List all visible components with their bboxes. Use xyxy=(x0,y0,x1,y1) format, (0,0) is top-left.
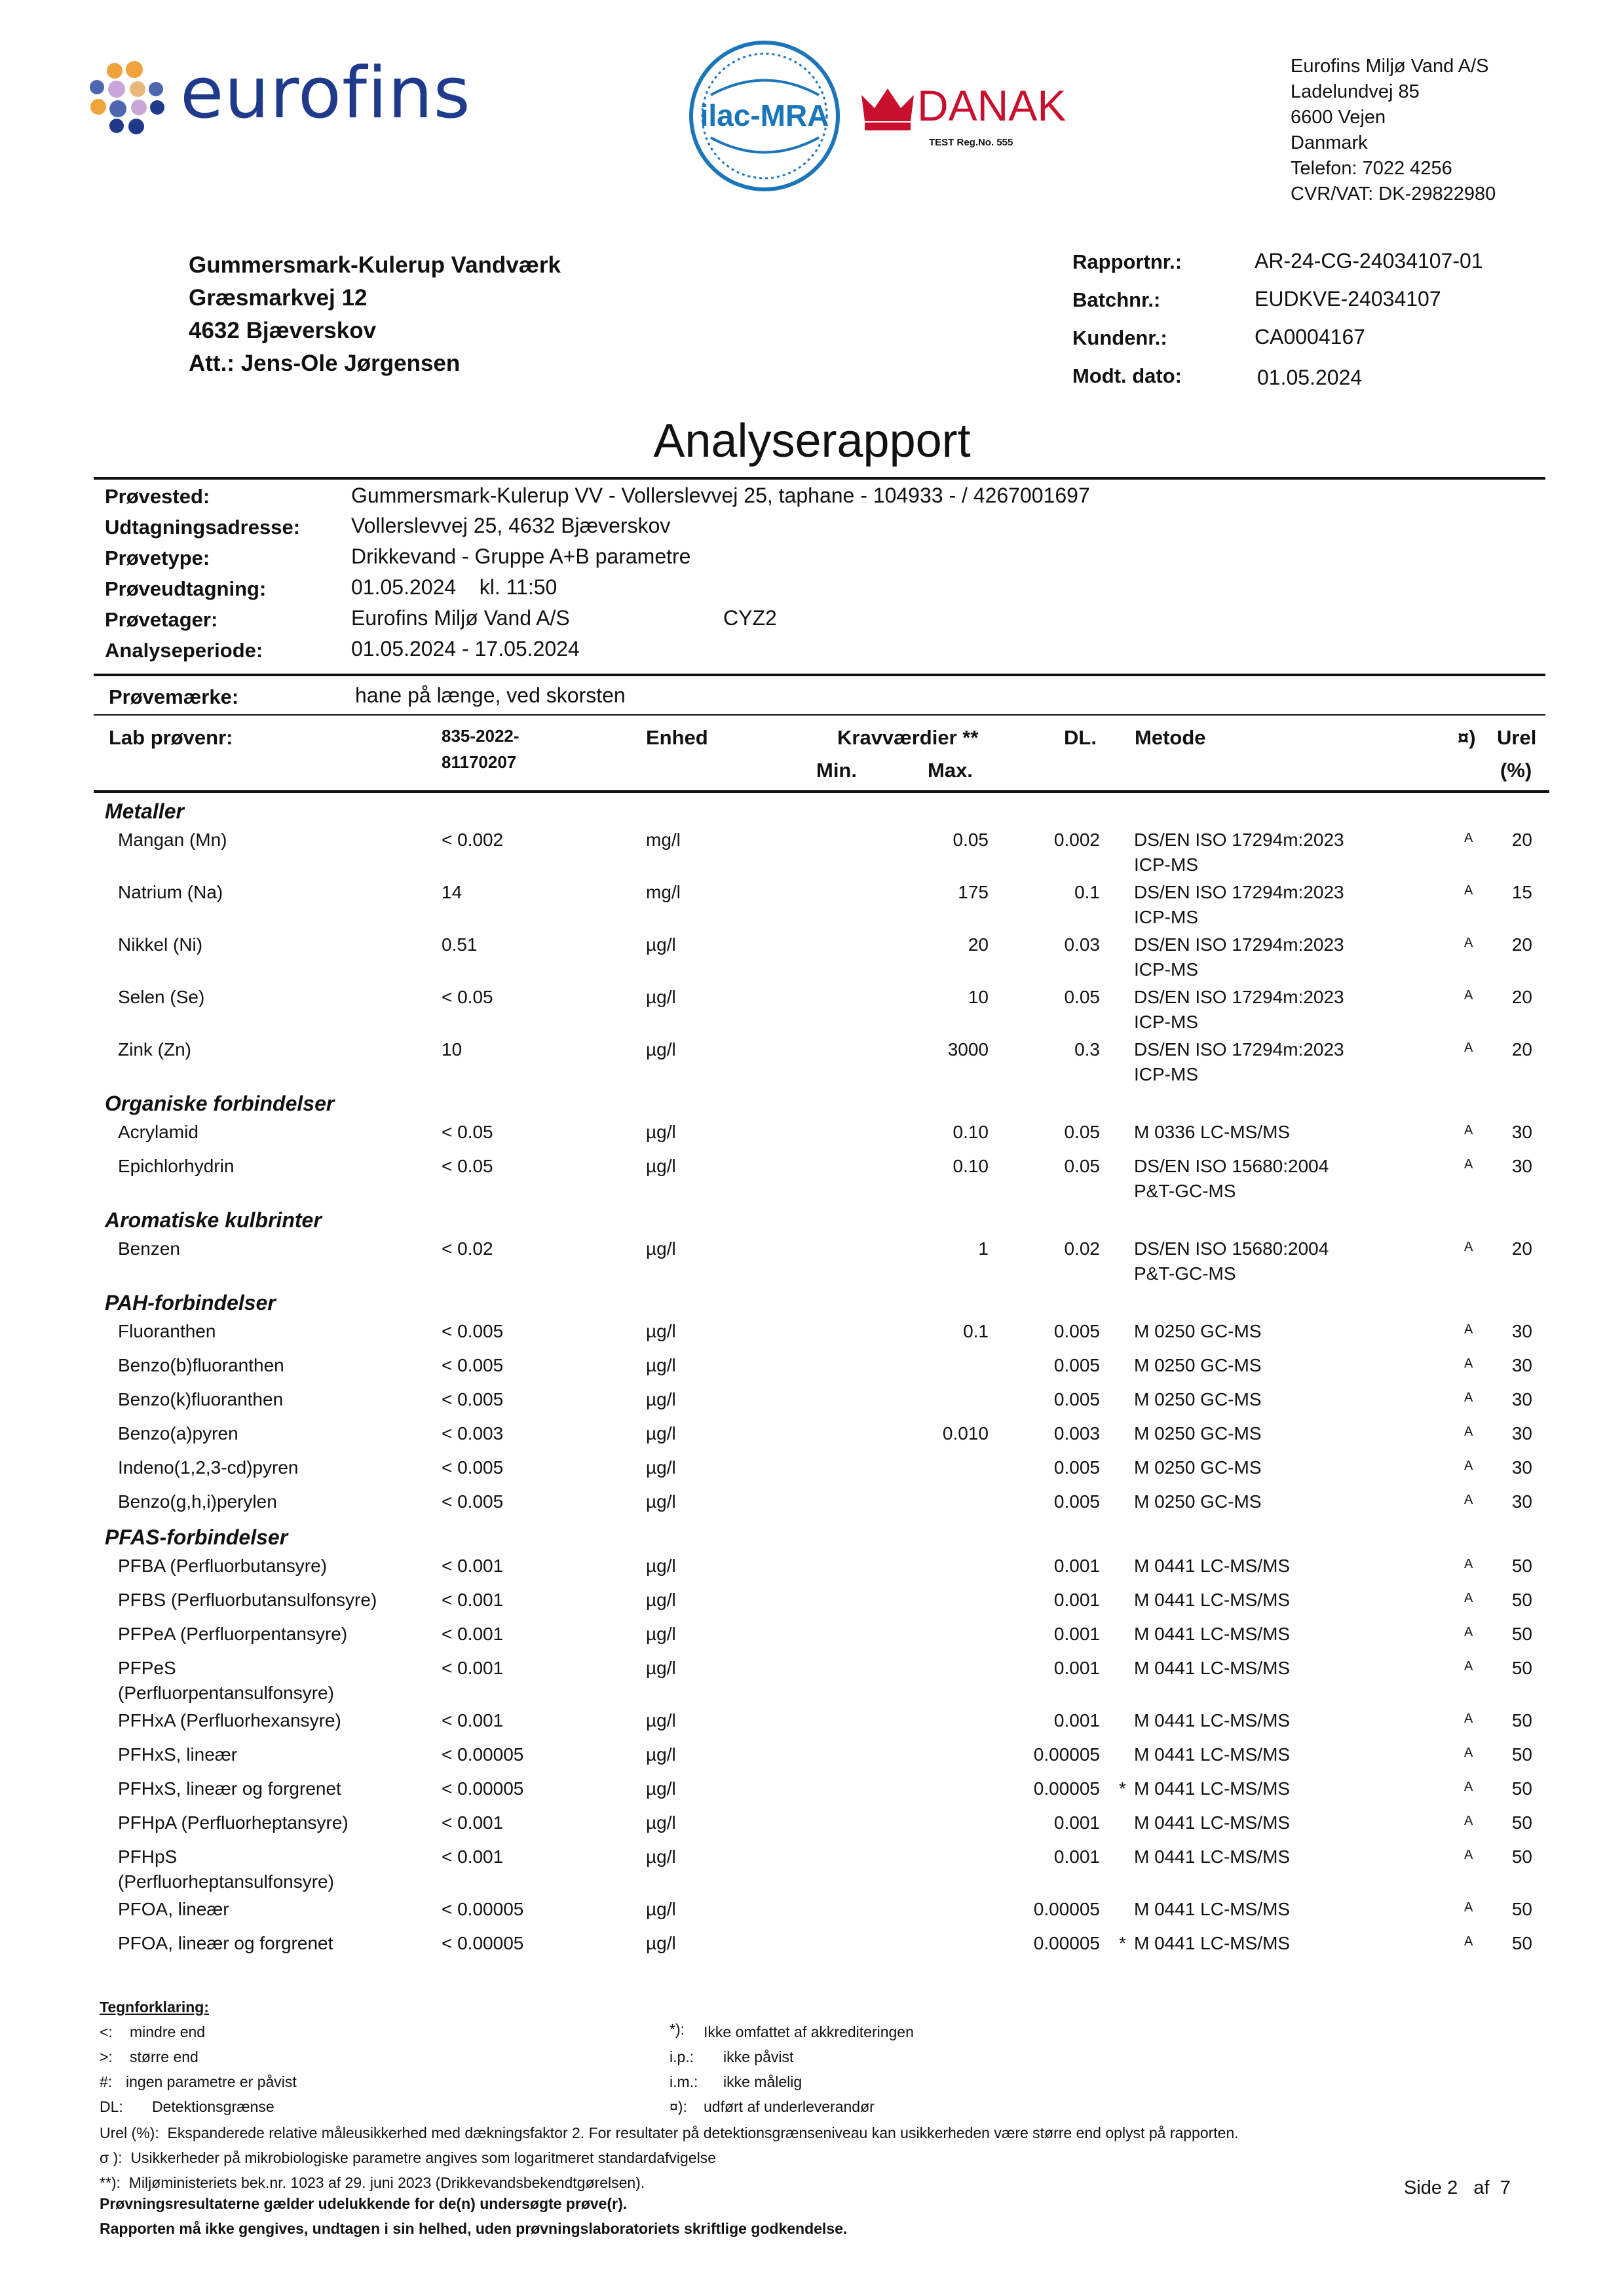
urel-value: 30 xyxy=(1511,1491,1532,1512)
accreditation-flag: A xyxy=(1464,1356,1473,1371)
method: M 0250 GC-MS xyxy=(1134,1423,1262,1444)
sample-info-value: Eurofins Miljø Vand A/S xyxy=(351,606,570,630)
accreditation-flag: A xyxy=(1464,1425,1473,1439)
result-value: < 0.001 xyxy=(442,1710,504,1731)
dl-value: 0.001 xyxy=(1053,1812,1100,1833)
method: M 0441 LC-MS/MS xyxy=(1134,1710,1291,1731)
section-title: Aromatiske kulbrinter xyxy=(105,1208,322,1232)
sample-mark-value: hane på længe, ved skorsten xyxy=(355,683,626,707)
result-value: < 0.00005 xyxy=(442,1744,524,1765)
accreditation-flag: A xyxy=(1464,1625,1473,1639)
page-number-total: 7 xyxy=(1500,2177,1511,2198)
method: M 0250 GC-MS xyxy=(1134,1355,1262,1375)
max-value: 3000 xyxy=(947,1039,989,1060)
urel-value: 50 xyxy=(1511,1778,1532,1799)
header-flag: ¤) xyxy=(1458,726,1476,749)
accreditation-flag: A xyxy=(1464,1390,1473,1405)
unit: µg/l xyxy=(646,1710,676,1731)
legend-symbol: DL: xyxy=(100,2098,123,2115)
method-cont: ICP-MS xyxy=(1134,959,1198,980)
method: DS/EN ISO 17294m:2023 xyxy=(1134,1039,1344,1060)
sample-info-value: Gummersmark-Kulerup VV - Vollerslevvej 25, taphane - 104933 - / 4267001697 xyxy=(351,484,1090,507)
analyte-name: Benzen xyxy=(118,1238,180,1259)
section-title: Organiske forbindelser xyxy=(105,1092,335,1115)
analyte-name: Acrylamid xyxy=(118,1122,198,1142)
max-value: 0.10 xyxy=(953,1156,989,1176)
header-requirements: Kravværdier ** xyxy=(837,726,979,749)
method-cont: ICP-MS xyxy=(1134,854,1198,875)
customer-line: Græsmarkvej 12 xyxy=(189,285,368,311)
unit: µg/l xyxy=(646,1039,676,1060)
dl-value: 0.001 xyxy=(1053,1846,1100,1867)
dl-value: 0.001 xyxy=(1053,1556,1100,1576)
dl-value: 0.02 xyxy=(1064,1238,1100,1259)
legend-title: Tegnforklaring: xyxy=(100,1999,209,2016)
eurofins-logo xyxy=(85,52,478,143)
danak-logo xyxy=(858,82,1081,154)
max-value: 1 xyxy=(978,1238,989,1259)
urel-value: 20 xyxy=(1511,934,1532,955)
method-cont: ICP-MS xyxy=(1134,907,1198,927)
header-urel: Urel xyxy=(1497,726,1537,749)
lab-address-line: 6600 Vejen xyxy=(1291,107,1386,128)
analyte-name: Mangan (Mn) xyxy=(118,830,227,850)
method: M 0441 LC-MS/MS xyxy=(1134,1899,1291,1919)
page-number-side: Side xyxy=(1404,2177,1443,2198)
legend-text: større end xyxy=(130,2048,198,2065)
accreditation-flag: A xyxy=(1464,1746,1473,1760)
legend-text: ikke påvist xyxy=(723,2048,794,2065)
method: M 0250 GC-MS xyxy=(1134,1457,1262,1478)
customer-line: 4632 Bjæverskov xyxy=(189,318,377,343)
result-value: < 0.001 xyxy=(442,1590,504,1610)
accreditation-flag: A xyxy=(1464,1240,1473,1254)
legend-text: udført af underleverandør xyxy=(704,2098,875,2115)
eurofins-dots-icon xyxy=(85,58,170,140)
eurofins-wordmark: eurofins xyxy=(180,52,471,134)
legend-symbol: <: xyxy=(100,2023,113,2040)
unit: µg/l xyxy=(646,1846,676,1867)
report-meta-label: Kundenr.: xyxy=(1072,326,1167,349)
legend-symbol: i.p.: xyxy=(670,2048,694,2065)
analyte-name: PFHxS, lineær og forgrenet xyxy=(118,1778,341,1799)
page-title: Analyserapport xyxy=(653,415,971,467)
not-accredited-mark: * xyxy=(1119,1933,1126,1953)
method-cont: ICP-MS xyxy=(1134,1064,1198,1084)
accreditation-flag: A xyxy=(1464,1493,1473,1507)
max-value: 0.010 xyxy=(942,1423,989,1444)
header-sample-no: 835-2022- xyxy=(442,726,519,746)
dl-value: 0.005 xyxy=(1053,1457,1100,1478)
urel-value: 20 xyxy=(1511,987,1532,1007)
urel-value: 50 xyxy=(1511,1590,1532,1610)
sample-mark-label: Prøvemærke: xyxy=(109,685,239,708)
urel-value: 50 xyxy=(1511,1744,1532,1765)
analyte-name: PFOA, lineær og forgrenet xyxy=(118,1933,333,1953)
result-value: < 0.001 xyxy=(442,1556,504,1576)
result-value: < 0.002 xyxy=(442,830,504,850)
method: DS/EN ISO 17294m:2023 xyxy=(1134,882,1344,902)
dl-value: 0.1 xyxy=(1074,882,1100,902)
legend-text: mindre end xyxy=(130,2023,206,2040)
result-value: < 0.005 xyxy=(442,1389,504,1409)
result-value: < 0.005 xyxy=(442,1321,504,1341)
method: M 0441 LC-MS/MS xyxy=(1134,1812,1291,1833)
method-cont: ICP-MS xyxy=(1134,1012,1198,1032)
accreditation-flag: A xyxy=(1464,936,1473,950)
method-cont: P&T-GC-MS xyxy=(1134,1181,1236,1201)
result-value: 14 xyxy=(442,882,463,902)
analyte-name: PFOA, lineær xyxy=(118,1899,229,1919)
unit: µg/l xyxy=(646,1556,676,1576)
unit: µg/l xyxy=(646,1744,676,1765)
unit: mg/l xyxy=(646,882,681,902)
header-method: Metode xyxy=(1135,726,1206,749)
customer-address xyxy=(189,249,561,380)
analyte-name: PFPeS xyxy=(118,1658,176,1678)
method: M 0441 LC-MS/MS xyxy=(1134,1933,1291,1953)
analyte-name-cont: (Perfluorheptansulfonsyre) xyxy=(118,1871,334,1892)
unit: µg/l xyxy=(646,1658,676,1678)
legend-text: ingen parametre er påvist xyxy=(126,2073,297,2090)
header-lab: Lab prøvenr: xyxy=(109,726,233,749)
urel-value: 15 xyxy=(1511,882,1532,902)
max-value: 175 xyxy=(958,882,989,902)
legend-note: σ ): Usikkerheder på mikrobiologiske parametre angives som logaritmeret standardafvigelse xyxy=(100,2149,717,2166)
customer-line: Gummersmark-Kulerup Vandværk xyxy=(189,252,561,278)
divider xyxy=(94,674,1545,676)
analyte-name: PFHxA (Perfluorhexansyre) xyxy=(118,1710,341,1731)
analyte-name: PFHpA (Perfluorheptansyre) xyxy=(118,1812,349,1833)
result-value: < 0.005 xyxy=(442,1355,504,1375)
analyte-name: Epichlorhydrin xyxy=(118,1156,235,1176)
method: M 0250 GC-MS xyxy=(1134,1321,1262,1341)
unit: µg/l xyxy=(646,1156,676,1176)
unit: µg/l xyxy=(646,1389,676,1409)
sample-info-value: 01.05.2024 kl. 11:50 xyxy=(351,575,557,599)
accreditation-flag: A xyxy=(1464,1459,1473,1473)
result-value: < 0.001 xyxy=(442,1658,504,1678)
method: M 0336 LC-MS/MS xyxy=(1134,1122,1291,1142)
analyte-name: Selen (Se) xyxy=(118,987,205,1007)
report-meta-value: AR-24-CG-24034107-01 xyxy=(1255,249,1483,273)
accreditation-flag: A xyxy=(1464,831,1473,845)
result-value: < 0.00005 xyxy=(442,1933,524,1953)
analyte-name: PFPeA (Perfluorpentansyre) xyxy=(118,1624,348,1644)
dl-value: 0.001 xyxy=(1053,1590,1100,1610)
urel-value: 50 xyxy=(1511,1899,1532,1919)
unit: µg/l xyxy=(646,934,676,955)
accreditation-flag: A xyxy=(1464,1712,1473,1726)
result-value: < 0.05 xyxy=(442,1156,493,1176)
analyte-name: Nikkel (Ni) xyxy=(118,934,203,955)
unit: mg/l xyxy=(646,830,681,850)
dl-value: 0.002 xyxy=(1053,830,1100,850)
svg-text:ilac-MRA: ilac-MRA xyxy=(700,98,829,132)
method: DS/EN ISO 15680:2004 xyxy=(1134,1156,1329,1176)
urel-value: 30 xyxy=(1511,1457,1532,1478)
accreditation-flag: A xyxy=(1464,1322,1473,1337)
result-value: < 0.001 xyxy=(442,1812,504,1833)
report-meta-value: CA0004167 xyxy=(1255,325,1366,349)
header-min: Min. xyxy=(816,759,857,782)
legend-text: ikke målelig xyxy=(723,2073,803,2090)
accreditation-flag: A xyxy=(1464,1780,1473,1794)
analyte-name: Zink (Zn) xyxy=(118,1039,191,1060)
sample-info-label: Udtagningsadresse: xyxy=(105,516,301,539)
analyte-name: PFHxS, lineær xyxy=(118,1744,238,1765)
unit: µg/l xyxy=(646,1812,676,1833)
urel-value: 50 xyxy=(1511,1710,1532,1731)
urel-value: 20 xyxy=(1511,1039,1532,1060)
method: M 0441 LC-MS/MS xyxy=(1134,1744,1291,1765)
legend-symbol: #: xyxy=(100,2073,113,2090)
unit: µg/l xyxy=(646,1122,676,1142)
divider xyxy=(94,714,1545,716)
report-meta-label: Batchnr.: xyxy=(1072,288,1161,311)
result-value: < 0.001 xyxy=(442,1624,504,1644)
divider xyxy=(94,790,1549,793)
report-meta-value: EUDKVE-24034107 xyxy=(1255,287,1441,311)
accreditation-flag: A xyxy=(1464,1591,1473,1605)
lab-address-line: Ladelundvej 85 xyxy=(1291,81,1420,102)
accreditation-flag: A xyxy=(1464,1157,1473,1172)
unit: µg/l xyxy=(646,1423,676,1444)
dl-value: 0.05 xyxy=(1064,987,1100,1007)
urel-value: 20 xyxy=(1511,1238,1532,1259)
result-value: < 0.003 xyxy=(442,1423,504,1444)
accreditation-flag: A xyxy=(1464,1848,1473,1862)
header-sample-no: 81170207 xyxy=(442,752,517,772)
sample-info-value: Vollerslevvej 25, 4632 Bjæverskov xyxy=(351,514,671,537)
header-unit: Enhed xyxy=(646,726,708,749)
footer-line: Rapporten må ikke gengives, undtagen i sin helhed, uden prøvningslaboratoriets skriftlige godkendelse. xyxy=(100,2220,848,2237)
sample-info-label: Prøvetype: xyxy=(105,546,210,569)
result-value: < 0.00005 xyxy=(442,1778,524,1799)
dl-value: 0.003 xyxy=(1053,1423,1100,1444)
analyte-name: Benzo(a)pyren xyxy=(118,1423,238,1444)
dl-value: 0.001 xyxy=(1053,1624,1100,1644)
unit: µg/l xyxy=(646,1624,676,1644)
section-title: PAH-forbindelser xyxy=(105,1291,276,1314)
method: M 0250 GC-MS xyxy=(1134,1491,1262,1512)
result-value: < 0.005 xyxy=(442,1457,504,1478)
report-meta-value: 01.05.2024 xyxy=(1257,366,1363,389)
urel-value: 50 xyxy=(1511,1846,1532,1867)
max-value: 0.1 xyxy=(963,1321,989,1341)
danak-wordmark: DANAK xyxy=(917,81,1067,130)
sample-info-label: Analyseperiode: xyxy=(105,639,263,662)
analyte-name: PFBA (Perfluorbutansyre) xyxy=(118,1556,328,1576)
urel-value: 30 xyxy=(1511,1122,1532,1142)
method-cont: P&T-GC-MS xyxy=(1134,1263,1236,1284)
max-value: 20 xyxy=(968,934,989,955)
page-number-of: af xyxy=(1473,2177,1490,2198)
dl-value: 0.005 xyxy=(1053,1321,1100,1341)
result-value: < 0.005 xyxy=(442,1491,504,1512)
not-accredited-mark: * xyxy=(1119,1778,1126,1799)
sample-info-label: Prøvested: xyxy=(105,485,210,508)
accreditation-flag: A xyxy=(1464,883,1473,898)
legend-text: Ikke omfattet af akkrediteringen xyxy=(704,2023,914,2040)
lab-address-line: CVR/VAT: DK-29822980 xyxy=(1291,183,1496,204)
analyte-name: Indeno(1,2,3-cd)pyren xyxy=(118,1457,299,1478)
unit: µg/l xyxy=(646,1778,676,1799)
section-title: Metaller xyxy=(105,799,184,823)
report-meta xyxy=(1072,249,1544,393)
result-value: 10 xyxy=(442,1039,463,1060)
urel-value: 30 xyxy=(1511,1355,1532,1375)
result-value: < 0.02 xyxy=(442,1238,493,1259)
sampler-code: CYZ2 xyxy=(723,606,777,630)
unit: µg/l xyxy=(646,1321,676,1341)
dl-value: 0.001 xyxy=(1053,1710,1100,1731)
urel-value: 20 xyxy=(1511,830,1532,850)
unit: µg/l xyxy=(646,987,676,1007)
legend-symbol: >: xyxy=(100,2048,113,2065)
lab-address xyxy=(1291,54,1496,207)
accreditation-flag: A xyxy=(1464,1814,1473,1828)
dl-value: 0.05 xyxy=(1064,1156,1100,1176)
dl-value: 0.005 xyxy=(1053,1389,1100,1409)
unit: µg/l xyxy=(646,1355,676,1375)
analyte-name: Natrium (Na) xyxy=(118,882,223,902)
method: DS/EN ISO 15680:2004 xyxy=(1134,1238,1329,1259)
report-meta-label: Modt. dato: xyxy=(1072,364,1182,387)
analyte-name-cont: (Perfluorpentansulfonsyre) xyxy=(118,1683,334,1703)
accreditation-flag: A xyxy=(1464,1900,1473,1915)
result-value: 0.51 xyxy=(442,934,478,955)
urel-value: 50 xyxy=(1511,1624,1532,1644)
method: M 0250 GC-MS xyxy=(1134,1389,1262,1409)
lab-address-line: Danmark xyxy=(1291,132,1368,153)
legend-note: Urel (%): Ekspanderede relative måleusikkerhed med dækningsfaktor 2. For resultater på detektionsgrænseniveau kan usikkerheden være større end oplyst på rapporten. xyxy=(100,2124,1239,2141)
dl-value: 0.3 xyxy=(1074,1039,1100,1060)
dl-value: 0.005 xyxy=(1053,1491,1100,1512)
unit: µg/l xyxy=(646,1590,676,1610)
method: DS/EN ISO 17294m:2023 xyxy=(1134,830,1344,850)
urel-value: 30 xyxy=(1511,1321,1532,1341)
method: M 0441 LC-MS/MS xyxy=(1134,1590,1291,1610)
dl-value: 0.03 xyxy=(1064,934,1100,955)
sample-info-value: Drikkevand - Gruppe A+B parametre xyxy=(351,545,691,568)
method: M 0441 LC-MS/MS xyxy=(1134,1556,1291,1576)
footer-line: Prøvningsresultaterne gælder udelukkende for de(n) undersøgte prøve(r). xyxy=(100,2195,628,2212)
dl-value: 0.00005 xyxy=(1033,1933,1100,1953)
header-max: Max. xyxy=(928,759,973,782)
dl-value: 0.005 xyxy=(1053,1355,1100,1375)
page-number-current: 2 xyxy=(1447,2177,1458,2198)
urel-value: 50 xyxy=(1511,1812,1532,1833)
ilac-mra-logo xyxy=(688,39,842,193)
sample-info-value: 01.05.2024 - 17.05.2024 xyxy=(351,637,580,660)
sample-info-label: Prøveudtagning: xyxy=(105,577,267,600)
lab-address-line: Telefon: 7022 4256 xyxy=(1291,158,1452,179)
urel-value: 50 xyxy=(1511,1933,1532,1953)
analyte-name: Benzo(k)fluoranthen xyxy=(118,1389,284,1409)
crown-icon xyxy=(858,82,917,134)
unit: µg/l xyxy=(646,1457,676,1478)
lab-address-line: Eurofins Miljø Vand A/S xyxy=(1291,56,1489,77)
header-urel-pct: (%) xyxy=(1500,759,1532,782)
customer-line: Att.: Jens-Ole Jørgensen xyxy=(189,351,461,376)
analyte-name: PFBS (Perfluorbutansulfonsyre) xyxy=(118,1590,377,1610)
sample-info xyxy=(105,484,1481,667)
method: M 0441 LC-MS/MS xyxy=(1134,1846,1291,1867)
legend-text: Detektionsgrænse xyxy=(152,2098,274,2115)
result-value: < 0.00005 xyxy=(442,1899,524,1919)
section-title: PFAS-forbindelser xyxy=(105,1525,288,1549)
legend-symbol: *): xyxy=(670,2021,685,2038)
page-number xyxy=(1404,2177,1511,2199)
results-table-header xyxy=(0,721,1624,793)
accreditation-flag: A xyxy=(1464,988,1473,1003)
urel-value: 50 xyxy=(1511,1658,1532,1678)
unit: µg/l xyxy=(646,1491,676,1512)
legend-symbol: ¤): xyxy=(670,2098,687,2115)
divider xyxy=(94,477,1545,480)
accreditation-flag: A xyxy=(1464,1659,1473,1674)
unit: µg/l xyxy=(646,1933,676,1953)
dl-value: 0.00005 xyxy=(1033,1778,1100,1799)
dl-value: 0.001 xyxy=(1053,1658,1100,1678)
method: M 0441 LC-MS/MS xyxy=(1134,1658,1291,1678)
unit: µg/l xyxy=(646,1238,676,1259)
legend xyxy=(100,1999,1541,2195)
accreditation-flag: A xyxy=(1464,1934,1473,1949)
urel-value: 50 xyxy=(1511,1556,1532,1576)
analyte-name: Benzo(g,h,i)perylen xyxy=(118,1491,277,1512)
danak-reg: TEST Reg.No. 555 xyxy=(929,137,1013,148)
max-value: 0.10 xyxy=(953,1122,989,1142)
dl-value: 0.05 xyxy=(1064,1122,1100,1142)
dl-value: 0.00005 xyxy=(1033,1899,1100,1919)
accreditation-flag: A xyxy=(1464,1041,1473,1055)
method: DS/EN ISO 17294m:2023 xyxy=(1134,934,1344,955)
sample-info-label: Prøvetager: xyxy=(105,608,218,631)
dl-value: 0.00005 xyxy=(1033,1744,1100,1765)
urel-value: 30 xyxy=(1511,1423,1532,1444)
result-value: < 0.001 xyxy=(442,1846,504,1867)
result-value: < 0.05 xyxy=(442,1122,493,1142)
analyte-name: PFHpS xyxy=(118,1846,178,1867)
legend-symbol: i.m.: xyxy=(670,2073,698,2090)
max-value: 10 xyxy=(968,987,989,1007)
urel-value: 30 xyxy=(1511,1156,1532,1176)
urel-value: 30 xyxy=(1511,1389,1532,1409)
unit: µg/l xyxy=(646,1899,676,1919)
result-value: < 0.05 xyxy=(442,987,493,1007)
accreditation-flag: A xyxy=(1464,1557,1473,1571)
accreditation-flag: A xyxy=(1464,1123,1473,1138)
report-meta-label: Rapportnr.: xyxy=(1072,250,1182,273)
max-value: 0.05 xyxy=(953,830,989,850)
header-dl: DL. xyxy=(1064,726,1097,749)
analyte-name: Fluoranthen xyxy=(118,1321,216,1341)
legend-note: **): Miljøministeriets bek.nr. 1023 af 29. juni 2023 (Drikkevandsbekendtgørelsen). xyxy=(100,2174,645,2191)
method: M 0441 LC-MS/MS xyxy=(1134,1624,1291,1644)
method: DS/EN ISO 17294m:2023 xyxy=(1134,987,1344,1007)
analyte-name: Benzo(b)fluoranthen xyxy=(118,1355,284,1375)
method: M 0441 LC-MS/MS xyxy=(1134,1778,1291,1799)
